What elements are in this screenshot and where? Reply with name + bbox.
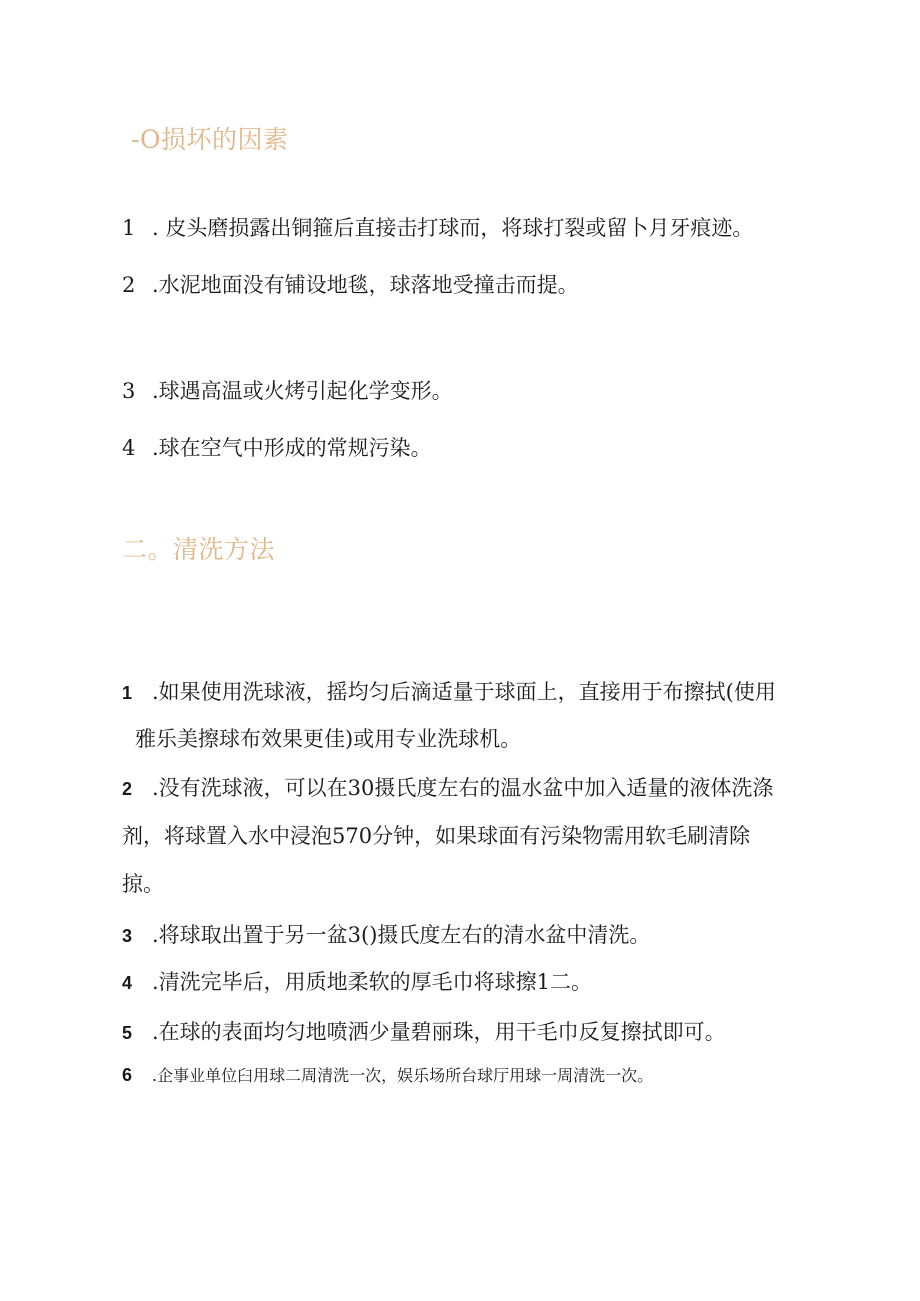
item-number: 1 [122, 683, 133, 703]
item-text: .将球取出置于另一盆3()摄氏度左右的清水盆中清洗。 [152, 923, 651, 947]
list-item [122, 762, 773, 815]
list-item [122, 909, 650, 962]
item-number: 2 [122, 779, 133, 799]
item-text-continued: 雅乐美擦球布效果更佳)或用专业洗球机。 [135, 727, 522, 751]
list-item [122, 259, 579, 311]
item-number: 1 [122, 216, 136, 240]
item-text: .球遇高温或火烤引起化学变形。 [152, 379, 453, 403]
item-number: 5 [122, 1023, 133, 1043]
section-heading-damage-factors: -O损坏的因素 [131, 125, 289, 154]
item-text: .水泥地面没有铺设地毯，球落地受撞击而提。 [152, 273, 579, 297]
section-heading-cleaning-methods: 二。清洗方法 [122, 535, 276, 564]
item-number: 4 [122, 973, 133, 993]
item-text: .企事业单位臼用球二周清洗一次，娱乐场所台球厅用球一周清洗一次。 [152, 1066, 654, 1085]
item-number: 3 [122, 379, 136, 403]
item-text: .没有洗球液，可以在30摄氏度左右的温水盆中加入适量的液体洗涤 [152, 776, 774, 800]
item-number: 2 [122, 273, 136, 297]
list-item [122, 422, 432, 474]
item-number: 4 [122, 436, 136, 460]
item-text: .球在空气中形成的常规污染。 [152, 436, 432, 460]
list-item [122, 365, 453, 417]
list-item [122, 956, 592, 1009]
item-text: .清洗完毕后，用质地柔软的厚毛巾将球擦1二。 [152, 970, 593, 994]
list-item [122, 1060, 653, 1091]
item-text-continued: 剂，将球置入水中浸泡570分钟，如果球面有污染物需用软毛刷清除 [122, 824, 751, 848]
item-text: . 皮头磨损露出铜箍后直接击打球而，将球打裂或留卜月牙痕迹。 [152, 216, 754, 240]
item-number: 6 [122, 1065, 133, 1085]
item-number: 3 [122, 926, 133, 946]
item-text: .如果使用洗球液，摇均匀后滴适量于球面上，直接用于布擦拭(使用 [152, 680, 776, 704]
list-item [122, 1006, 726, 1059]
item-text-continued: 掠。 [122, 872, 164, 896]
list-item [122, 202, 753, 254]
list-item [122, 666, 776, 719]
item-text: .在球的表面均匀地喷洒少量碧丽珠，用干毛巾反复擦拭即可。 [152, 1020, 726, 1044]
